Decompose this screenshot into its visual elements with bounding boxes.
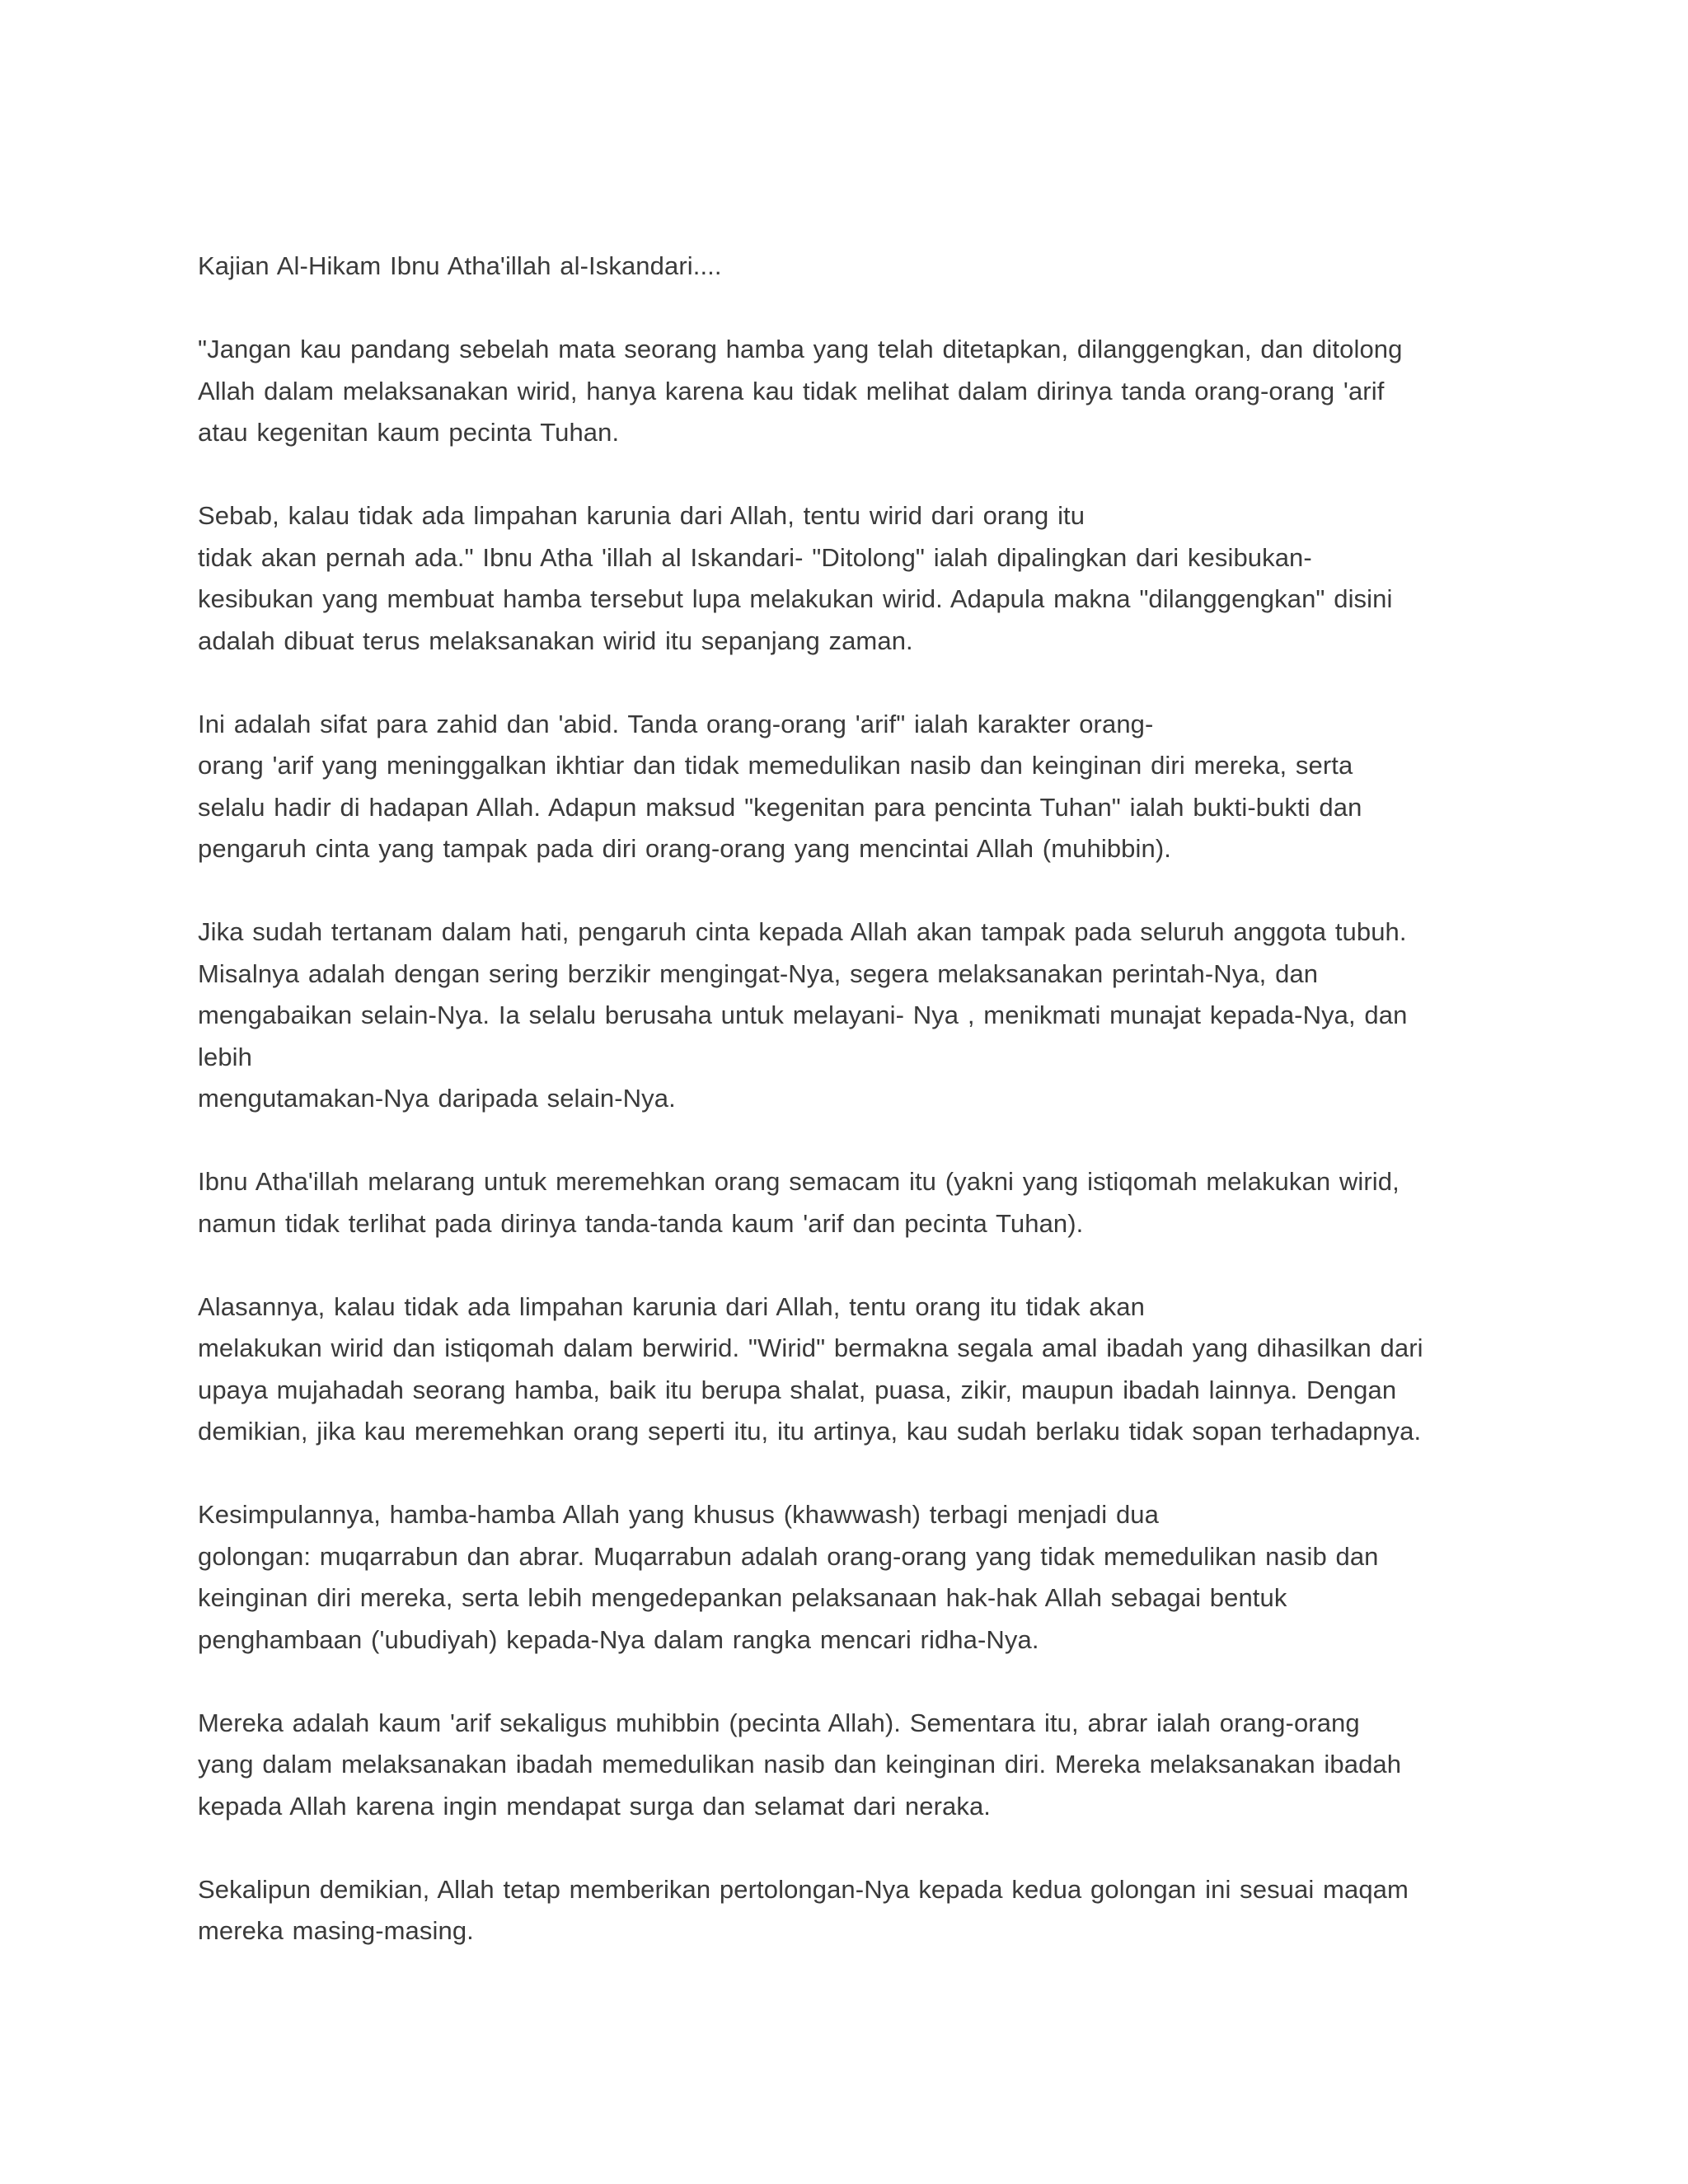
paragraph-line: mengabaikan selain-Nya. Ia selalu berusaha untuk melayani- Nya , menikmati munajat kepada-Nya, dan xyxy=(198,1001,1408,1029)
paragraph xyxy=(198,329,1500,454)
paragraph-gap xyxy=(198,1827,1500,1869)
paragraph-line: Kesimpulannya, hamba-hamba Allah yang khusus (khawwash) terbagi menjadi dua xyxy=(198,1500,1159,1529)
paragraph-gap xyxy=(198,1661,1500,1703)
document-title: Kajian Al-Hikam Ibnu Atha'illah al-Iskandari.... xyxy=(198,251,722,280)
paragraph-line: mengutamakan-Nya daripada selain-Nya. xyxy=(198,1084,676,1113)
paragraph-line: Jika sudah tertanam dalam hati, pengaruh cinta kepada Allah akan tampak pada seluruh anggota tubuh. xyxy=(198,917,1407,946)
paragraph-line: upaya mujahadah seorang hamba, baik itu berupa shalat, puasa, zikir, maupun ibadah lainnya. Dengan xyxy=(198,1375,1397,1404)
paragraph-line: adalah dibuat terus melaksanakan wirid itu sepanjang zaman. xyxy=(198,626,913,655)
paragraph-line: Misalnya adalah dengan sering berzikir mengingat-Nya, segera melaksanakan perintah-Nya, dan xyxy=(198,958,1319,988)
paragraph-line: selalu hadir di hadapan Allah. Adapun maksud "kegenitan para pencinta Tuhan" ialah bukti-bukti dan xyxy=(198,792,1362,822)
paragraph-line: atau kegenitan kaum pecinta Tuhan. xyxy=(198,418,620,447)
paragraph-gap xyxy=(198,1453,1500,1495)
paragraph xyxy=(198,704,1500,870)
paragraph-line: "Jangan kau pandang sebelah mata seorang hamba yang telah ditetapkan, dilanggengkan, dan ditolong xyxy=(198,335,1403,363)
paragraph xyxy=(198,1703,1500,1828)
document-page xyxy=(198,246,1500,1952)
paragraph-line: Allah dalam melaksanakan wirid, hanya karena kau tidak melihat dalam dirinya tanda orang-orang 'arif xyxy=(198,376,1385,405)
paragraph xyxy=(198,1161,1500,1244)
paragraph xyxy=(198,1494,1500,1661)
paragraph-gap xyxy=(198,1120,1500,1162)
paragraph-line: golongan: muqarrabun dan abrar. Muqarrabun adalah orang-orang yang tidak memedulikan nasib dan xyxy=(198,1541,1379,1571)
paragraph-line: Ibnu Atha'illah melarang untuk meremehkan orang semacam itu (yakni yang istiqomah melakukan wirid, xyxy=(198,1167,1400,1196)
paragraph-line: mereka masing-masing. xyxy=(198,1916,474,1945)
paragraph-line: tidak akan pernah ada." Ibnu Atha 'illah al Iskandari- "Ditolong" ialah dipalingkan dari kesibukan- xyxy=(198,542,1312,572)
paragraph-line: demikian, jika kau meremehkan orang seperti itu, itu artinya, kau sudah berlaku tidak sopan terhadapnya. xyxy=(198,1417,1422,1446)
paragraph-line: penghambaan ('ubudiyah) kepada-Nya dalam rangka mencari ridha-Nya. xyxy=(198,1624,1039,1654)
paragraph-line: Sebab, kalau tidak ada limpahan karunia dari Allah, tentu wirid dari orang itu xyxy=(198,501,1085,530)
paragraph-gap xyxy=(198,288,1500,330)
paragraph-line: keinginan diri mereka, serta lebih mengedepankan pelaksanaan hak-hak Allah sebagai bentuk xyxy=(198,1583,1287,1612)
paragraph xyxy=(198,1869,1500,1952)
paragraph-gap xyxy=(198,454,1500,496)
paragraph-line: Alasannya, kalau tidak ada limpahan karunia dari Allah, tentu orang itu tidak akan xyxy=(198,1291,1145,1321)
paragraph-line: yang dalam melaksanakan ibadah memedulikan nasib dan keinginan diri. Mereka melaksanakan ibadah xyxy=(198,1750,1402,1779)
paragraph xyxy=(198,912,1500,1120)
paragraph-gap xyxy=(198,1244,1500,1286)
paragraph-line: lebih xyxy=(198,1042,252,1071)
paragraph-line: Sekalipun demikian, Allah tetap memberikan pertolongan-Nya kepada kedua golongan ini sesuai maqam xyxy=(198,1874,1409,1904)
paragraph xyxy=(198,495,1500,662)
paragraph-line: melakukan wirid dan istiqomah dalam berwirid. "Wirid" bermakna segala amal ibadah yang dihasilkan dari xyxy=(198,1333,1423,1362)
paragraph-line: Mereka adalah kaum 'arif sekaligus muhibbin (pecinta Allah). Sementara itu, abrar ialah orang-orang xyxy=(198,1708,1360,1737)
paragraph-line: kesibukan yang membuat hamba tersebut lupa melakukan wirid. Adapula makna "dilanggengkan" disini xyxy=(198,584,1393,613)
paragraph-gap xyxy=(198,662,1500,704)
paragraph-line: kepada Allah karena ingin mendapat surga dan selamat dari neraka. xyxy=(198,1791,992,1821)
paragraph-line: orang 'arif yang meninggalkan ikhtiar dan tidak memedulikan nasib dan keinginan diri mereka, serta xyxy=(198,751,1353,780)
paragraph-gap xyxy=(198,870,1500,912)
paragraph-line: Ini adalah sifat para zahid dan 'abid. Tanda orang-orang 'arif" ialah karakter orang- xyxy=(198,709,1154,738)
paragraph-line: namun tidak terlihat pada dirinya tanda-tanda kaum 'arif dan pecinta Tuhan). xyxy=(198,1208,1084,1238)
paragraph xyxy=(198,1286,1500,1453)
paragraph-line: pengaruh cinta yang tampak pada diri orang-orang yang mencintai Allah (muhibbin). xyxy=(198,834,1171,863)
